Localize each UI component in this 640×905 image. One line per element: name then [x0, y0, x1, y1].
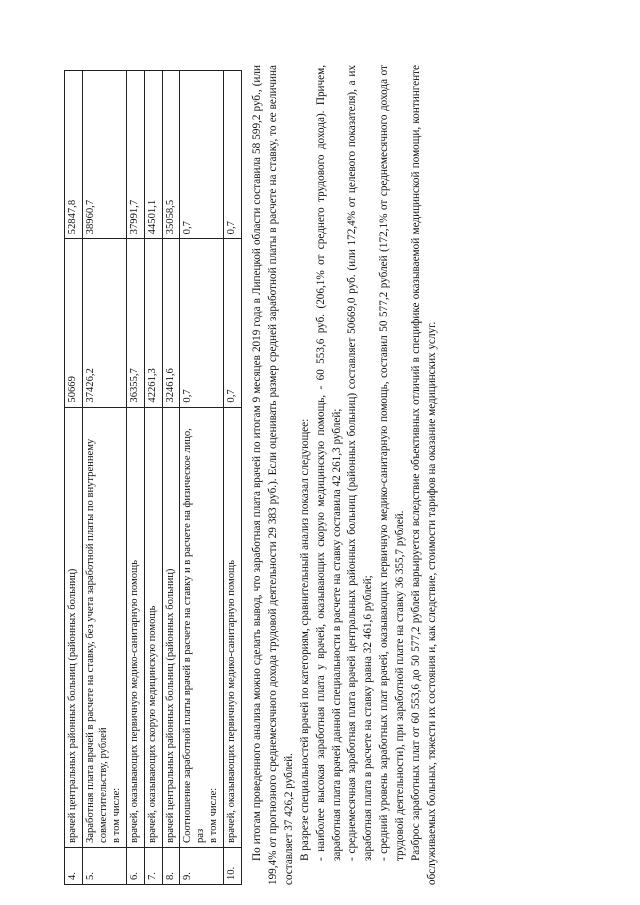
- row-number: 8.: [162, 848, 180, 885]
- row-label: [65, 407, 83, 847]
- row-label-line: врачей, оказывающих скорую медицинскую помощь: [146, 605, 158, 843]
- row-value-col2: 35058,5: [162, 71, 180, 239]
- table-row: [65, 71, 83, 885]
- table-row: [82, 71, 126, 885]
- row-label-line: Заработная плата врачей в расчете на ставку, без учета заработной платы по внутреннему совместительству, рублей: [84, 438, 109, 843]
- row-label: [162, 407, 180, 847]
- row-label: [82, 407, 126, 847]
- row-value-col1: 37426,2: [82, 239, 126, 407]
- row-value-col1: 42261,3: [144, 239, 162, 407]
- salary-table: [64, 70, 242, 885]
- row-label-line: врачей, оказывающих первичную медико-санитарную помощь: [128, 560, 140, 843]
- row-label-line: в том числе:: [110, 787, 122, 843]
- row-label-line: врачей центральных районных больниц (районных больниц): [67, 568, 78, 843]
- row-number: 5.: [82, 848, 126, 885]
- paragraph-conclusion: По итогам проведенного анализа можно сделать вывод, что заработная плата врачей по итогам 9 месяцев 2019 года в Липецкой области составила 58 599,2 руб., (или 199,4% от прогнозного среднемесячного дохода трудовой деятельности 29 383 руб.). Если оценивать размер средней заработной платы в расчете на ставку, то ее величина составляет 37 426,2 рублей.: [251, 65, 295, 885]
- paragraph-intro: В разрезе специальностей врачей по категориям, сравнительный анализ показал следующее:: [298, 418, 311, 861]
- row-value-col1: 50669: [65, 239, 83, 407]
- row-value-col2: 37991,7: [126, 71, 144, 239]
- row-label: [224, 407, 242, 847]
- bullet-district-hospitals: - среднемесячная заработная плата врачей центральных районных больниц (районных больниц) составляет 50669,0 руб. (или 172,4% от целевого показателя), а их заработная плата в расчете на ставку равна 32 461,6 рублей;: [346, 65, 375, 861]
- row-label: [126, 407, 144, 847]
- bullet-primary-care: - средний уровень заработных плат врачей, оказывающих первичную медико-санитарную помощь, составил 50 577,2 рублей (172,1% от среднемесячного дохода от трудовой деятельности), при заработной плате на ставку 36 355,7 рублей.: [378, 65, 407, 861]
- salary-table-body: [65, 71, 242, 885]
- row-number: 9.: [180, 848, 224, 885]
- row-number: 7.: [144, 848, 162, 885]
- row-value-col1: 36355,7: [126, 239, 144, 407]
- bullet-emergency: - наиболее высокая заработная плата у врачей, оказывающих скорую медицинскую помощь, - 60 553,6 руб. (206,1% от среднего трудового дохода). Причем, заработная плата врачей данной специальности в расчете на ставку составила 42 261,3 рублей;: [314, 65, 343, 861]
- table-row: [180, 71, 224, 885]
- table-row: [224, 71, 242, 885]
- row-value-col2: 52847,8: [65, 71, 83, 239]
- paragraph-spread: Разброс заработных плат от 60 553,6 до 50 577,2 рублей варьируется вследствие объективных отличий в специфике оказываемой медицинской помощи, контингенте обслуживаемых больных, тяжести их состояния и, как следствие, стоимости тарифов на оказание медицинских услуг.: [410, 65, 438, 885]
- row-number: 4.: [65, 848, 83, 885]
- row-value-col2: 44501,1: [144, 71, 162, 239]
- row-label: [180, 407, 224, 847]
- row-label: [144, 407, 162, 847]
- row-label-line: врачей, оказывающих первичную медико-санитарную помощь: [226, 560, 238, 843]
- row-number: 6.: [126, 848, 144, 885]
- table-row: [144, 71, 162, 885]
- row-value-col2: 0,7: [180, 71, 224, 239]
- row-value-col1: 0,7: [180, 239, 224, 407]
- row-label-line: в том числе:: [208, 787, 220, 843]
- analysis-text: [250, 65, 441, 885]
- row-value-col1: 0,7: [224, 239, 242, 407]
- row-value-col1: 32461,6: [162, 239, 180, 407]
- table-row: [126, 71, 144, 885]
- row-number: 10.: [224, 848, 242, 885]
- table-row: [162, 71, 180, 885]
- row-value-col2: 38960,7: [82, 71, 126, 239]
- row-label-line: Соотношение заработной платы врачей в расчете на ставку и в расчете на физическое лицо, раз: [182, 428, 207, 843]
- row-value-col2: 0,7: [224, 71, 242, 239]
- row-label-line: врачей центральных районных больниц (районных больниц): [164, 568, 176, 843]
